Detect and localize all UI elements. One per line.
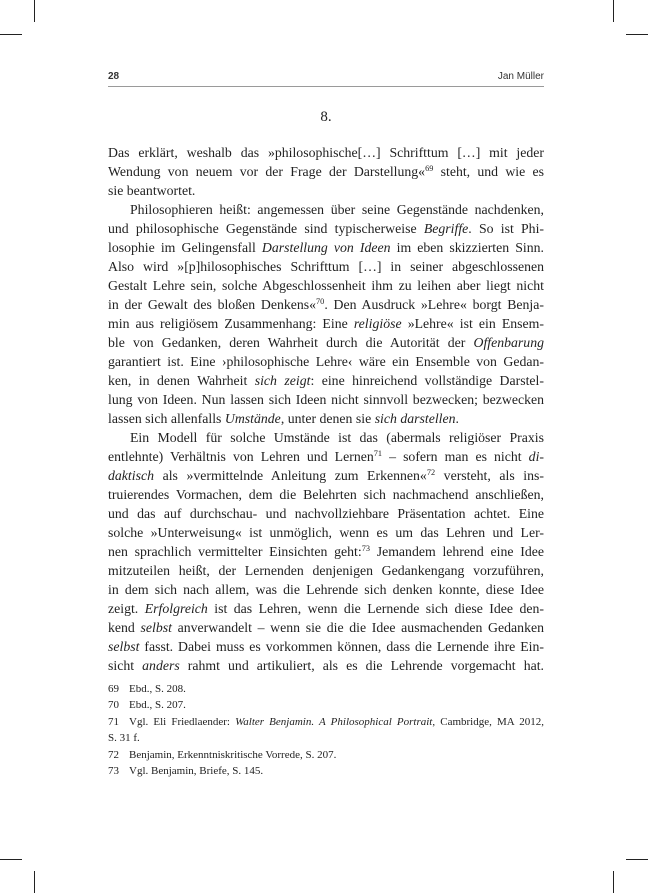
footnote-line xyxy=(108,730,544,746)
footnote-reference: 69 xyxy=(425,164,434,174)
crop-mark-bottom-left-horizontal xyxy=(0,859,22,860)
crop-mark-bottom-right-horizontal xyxy=(626,859,648,860)
paragraph xyxy=(108,200,544,428)
text-run: Philosophieren heißt: angemessen über seine Gegenstände nachdenken, xyxy=(130,202,544,217)
text-run: entlehnte) Verhältnis von Lehren und Lernen xyxy=(108,449,374,464)
text-line xyxy=(108,580,544,599)
running-head-author: Jan Müller xyxy=(497,71,544,82)
footnotes xyxy=(108,681,544,779)
footnote-line xyxy=(108,714,544,730)
text-run: ist das Lehren, wenn die Lernende sich diese Idee den- xyxy=(207,601,544,616)
text-line xyxy=(108,371,544,390)
text-run: zeigt. xyxy=(108,601,145,616)
footnote-reference: 70 xyxy=(316,297,325,307)
text-run: sicht xyxy=(108,658,143,673)
emphasis-text: Darstellung von Ideen xyxy=(261,240,391,255)
footnote-reference: 73 xyxy=(361,544,370,554)
text-run: Ebd., S. 208. xyxy=(129,683,186,695)
text-run: und das auf durchschau- und nachvollziehbare Präsentation achtet. Eine xyxy=(108,506,544,521)
emphasis-text: anders xyxy=(142,658,180,673)
footnote-number: 71 xyxy=(108,715,119,728)
text-line xyxy=(108,219,544,238)
emphasis-text: Begriffe xyxy=(423,221,469,236)
text-run: . xyxy=(455,411,459,426)
footnote-number: 73 xyxy=(108,765,119,778)
text-run: S. 31 f. xyxy=(108,732,140,745)
crop-mark-bottom-right-vertical xyxy=(613,871,614,893)
text-run: in der Gewalt des bloßen Denkens« xyxy=(108,297,317,312)
text-run: versteht, als ins- xyxy=(435,468,544,483)
text-run: truierendes Vormachen, dem die Belehrten sich nachmachend anschließen, xyxy=(108,487,544,502)
text-run: – sofern man es nicht xyxy=(382,449,529,464)
text-line xyxy=(108,485,544,504)
text-run: im eben skizzierten Sinn. xyxy=(390,240,544,255)
text-line xyxy=(108,257,544,276)
footnote xyxy=(108,763,544,779)
text-line xyxy=(108,276,544,295)
text-line xyxy=(108,352,544,371)
emphasis-text: selbst xyxy=(108,639,140,654)
text-run: in dem sich nach allem, was die Lehrende sich denken konnte, diese Idee xyxy=(108,582,544,597)
text-line xyxy=(108,447,544,466)
text-line xyxy=(108,409,544,428)
text-line xyxy=(108,466,544,485)
text-run: . Den Ausdruck »Lehre« borgt Benja- xyxy=(324,297,544,312)
footnote-reference: 72 xyxy=(426,468,436,478)
emphasis-text: sich zeigt xyxy=(254,373,311,388)
text-run: Ein Modell für solche Umstände ist das (abermals religiöser Praxis xyxy=(130,430,544,445)
text-run: rahmt und artikuliert, als es die Lehrende vorgemacht hat. xyxy=(179,658,544,673)
emphasis-text: Erfolgreich xyxy=(144,601,208,616)
paragraph xyxy=(108,428,544,675)
text-line xyxy=(108,428,544,447)
text-run: lassen sich allenfalls xyxy=(108,411,225,426)
running-header xyxy=(108,70,544,83)
text-run: losophie im Gelingensfall xyxy=(108,240,262,255)
crop-mark-top-left-horizontal xyxy=(0,34,22,35)
text-run: : eine hinreichend vollständige Darstel- xyxy=(310,373,544,388)
text-run: Das erklärt, weshalb das »philosophische[…] Schrifttum […] mit jeder xyxy=(108,145,544,160)
text-run: anverwandelt – wenn sie die die Idee ausmachenden Gedanken xyxy=(171,620,544,635)
footnote-reference: 71 xyxy=(373,449,383,459)
footnote xyxy=(108,697,544,713)
text-run: lung von Ideen. Nun lassen sich Ideen nicht sinnvoll bezwecken; bezwecken xyxy=(108,392,544,407)
text-run: Jemandem lehrend eine Idee xyxy=(369,544,544,559)
text-run: steht, und wie es xyxy=(433,164,544,179)
emphasis-text: Walter Benjamin. A Philosophical Portrait xyxy=(235,715,433,728)
crop-mark-top-right-horizontal xyxy=(626,34,648,35)
footnote xyxy=(108,747,544,763)
text-line xyxy=(108,618,544,637)
footnote xyxy=(108,681,544,697)
body-text xyxy=(108,143,544,675)
header-rule xyxy=(108,86,544,87)
emphasis-text: daktisch xyxy=(108,468,154,483)
text-run: »Lehre« ist ein Ensem- xyxy=(401,316,544,331)
text-run: Wendung von neuem vor der Frage der Darstellung« xyxy=(108,164,426,179)
footnote-line xyxy=(108,681,544,697)
footnote-number: 72 xyxy=(108,748,119,761)
emphasis-text: Offenbarung xyxy=(473,335,544,350)
section-number: 8. xyxy=(320,109,332,125)
text-run: garantiert ist. Eine ›philosophische Lehre‹ wäre ein Ensemble von Gedan- xyxy=(108,354,544,369)
crop-mark-top-right-vertical xyxy=(613,0,614,22)
text-run: Ebd., S. 207. xyxy=(129,699,186,712)
text-line xyxy=(108,390,544,409)
text-line xyxy=(108,200,544,219)
text-line xyxy=(108,504,544,523)
text-line xyxy=(108,314,544,333)
text-run: kend xyxy=(108,620,141,635)
text-run: Vgl. Benjamin, Briefe, S. 145. xyxy=(129,765,264,778)
text-line xyxy=(108,656,544,675)
footnote-number: 69 xyxy=(108,683,119,695)
text-run: solche »Unterweisung« ist unmöglich, wenn es um das Lehren und Ler- xyxy=(108,525,544,540)
text-line xyxy=(108,162,544,181)
text-run: sie beantwortet. xyxy=(108,183,196,198)
text-line xyxy=(108,542,544,561)
text-run: ble von Gedanken, deren Wahrheit durch die Autorität der xyxy=(108,335,474,350)
text-run: min aus religiösem Zusammenhang: Eine xyxy=(108,316,354,331)
text-line xyxy=(108,599,544,618)
emphasis-text: Umstände xyxy=(224,411,281,426)
text-line xyxy=(108,238,544,257)
emphasis-text: sich darstellen xyxy=(374,411,456,426)
text-run: und philosophische Gegenstände sind typischerweise xyxy=(108,221,424,236)
footnote-line xyxy=(108,747,544,763)
text-line xyxy=(108,561,544,580)
text-run: Benjamin, Erkenntniskritische Vorrede, S. 207. xyxy=(129,748,337,761)
footnote-line xyxy=(108,697,544,713)
text-run: ken, in denen Wahrheit xyxy=(108,373,255,388)
text-run: fasst. Dabei muss es vorkommen können, dass die Lernende ihre Ein- xyxy=(139,639,544,654)
text-run: als »vermittelnde Anleitung zum Erkennen« xyxy=(153,468,427,483)
text-line xyxy=(108,143,544,162)
text-run: , unter denen sie xyxy=(280,411,375,426)
text-run: mitzuteilen heißt, der Lernenden denjenigen Gedankengang vorzuführen, xyxy=(108,563,544,578)
text-run: Gestalt Lehre sein, solche Abgeschlossenheit ihm zu leihen aber liegt nicht xyxy=(108,278,544,293)
page-number: 28 xyxy=(108,71,120,82)
text-line xyxy=(108,295,544,314)
text-run: Also wird »[p]hilosophisches Schrifttum […] in seiner abgeschlossenen xyxy=(108,259,544,274)
text-line xyxy=(108,523,544,542)
text-line xyxy=(108,637,544,656)
crop-mark-top-left-vertical xyxy=(34,0,35,22)
footnote-number: 70 xyxy=(108,699,119,712)
footnote xyxy=(108,714,544,747)
paragraph xyxy=(108,143,544,200)
text-run: . So ist Phi- xyxy=(468,221,544,236)
text-line xyxy=(108,333,544,352)
emphasis-text: selbst xyxy=(140,620,172,635)
text-line xyxy=(108,181,544,200)
text-run: nen sprachlich vermittelter Einsichten geht: xyxy=(108,544,362,559)
text-run: Vgl. Eli Friedlaender: xyxy=(129,715,236,728)
text-run: , Cambridge, MA 2012, xyxy=(432,715,544,728)
emphasis-text: religiöse xyxy=(353,316,402,331)
crop-mark-bottom-left-vertical xyxy=(34,871,35,893)
footnote-line xyxy=(108,763,544,779)
emphasis-text: di- xyxy=(528,449,544,464)
